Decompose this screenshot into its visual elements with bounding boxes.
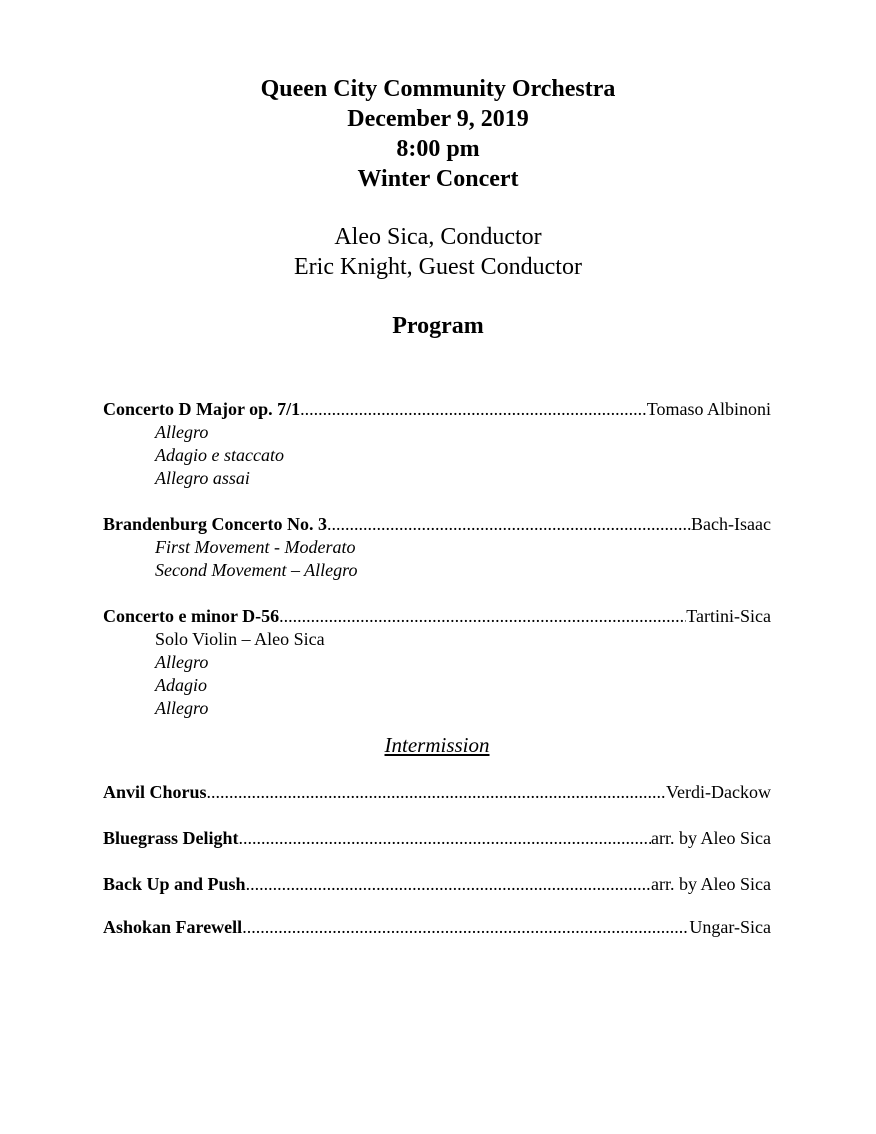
program-piece <box>103 827 771 850</box>
movement-line: Allegro <box>155 422 209 442</box>
piece-composer: Tomaso Albinoni <box>646 399 771 419</box>
conductor-name: Aleo Sica, Conductor <box>334 224 542 250</box>
piece-title: Ashokan Farewell <box>103 917 243 937</box>
piece-title: Anvil Chorus <box>103 782 207 802</box>
program-piece <box>103 873 771 896</box>
concert-header <box>0 74 876 194</box>
piece-row <box>103 513 771 536</box>
movement-line: Adagio e staccato <box>155 445 284 465</box>
program-list <box>103 398 771 939</box>
program-piece <box>103 398 771 490</box>
concert-title: Winter Concert <box>357 166 519 192</box>
piece-row <box>103 873 771 896</box>
orchestra-name: Queen City Community Orchestra <box>260 76 616 102</box>
movement-line: Second Movement – Allegro <box>155 560 358 580</box>
concert-time: 8:00 pm <box>396 136 480 162</box>
program-piece <box>103 605 771 720</box>
piece-title: Concerto e minor D-56 <box>103 606 280 626</box>
piece-title: Brandenburg Concerto No. 3 <box>103 514 327 534</box>
piece-title: Bluegrass Delight <box>103 828 239 848</box>
program-heading: Program <box>392 313 484 339</box>
dot-leader <box>327 513 691 536</box>
movement-line: First Movement - Moderato <box>155 537 356 557</box>
piece-row <box>103 781 771 804</box>
guest-conductor-name: Eric Knight, Guest Conductor <box>294 254 582 280</box>
dot-leader <box>239 827 652 850</box>
concert-date: December 9, 2019 <box>347 106 529 132</box>
movement-line: Allegro <box>155 698 209 718</box>
piece-row <box>103 605 771 628</box>
dot-leader <box>279 605 686 628</box>
dot-leader <box>242 916 689 939</box>
movement-line: Allegro <box>155 652 209 672</box>
piece-title: Back Up and Push <box>103 874 246 894</box>
movement-line: Allegro assai <box>155 468 250 488</box>
program-piece <box>103 781 771 804</box>
piece-row <box>103 398 771 421</box>
piece-row <box>103 827 771 850</box>
program-piece <box>103 513 771 582</box>
soloist-line: Solo Violin – Aleo Sica <box>155 629 325 649</box>
conductors-block <box>0 222 876 282</box>
dot-leader <box>246 873 651 896</box>
piece-title: Concerto D Major op. 7/1 <box>103 399 301 419</box>
piece-composer: arr. by Aleo Sica <box>651 828 771 848</box>
piece-composer: Tartini-Sica <box>686 606 771 626</box>
dot-leader <box>300 398 647 421</box>
piece-row <box>103 916 771 939</box>
piece-composer: Verdi-Dackow <box>666 782 771 802</box>
program-piece <box>103 916 771 939</box>
intermission-heading: Intermission <box>384 733 490 757</box>
piece-composer: Ungar-Sica <box>689 917 771 937</box>
piece-composer: Bach-Isaac <box>691 514 771 534</box>
piece-composer: arr. by Aleo Sica <box>651 874 771 894</box>
dot-leader <box>207 781 667 804</box>
movement-line: Adagio <box>155 675 207 695</box>
